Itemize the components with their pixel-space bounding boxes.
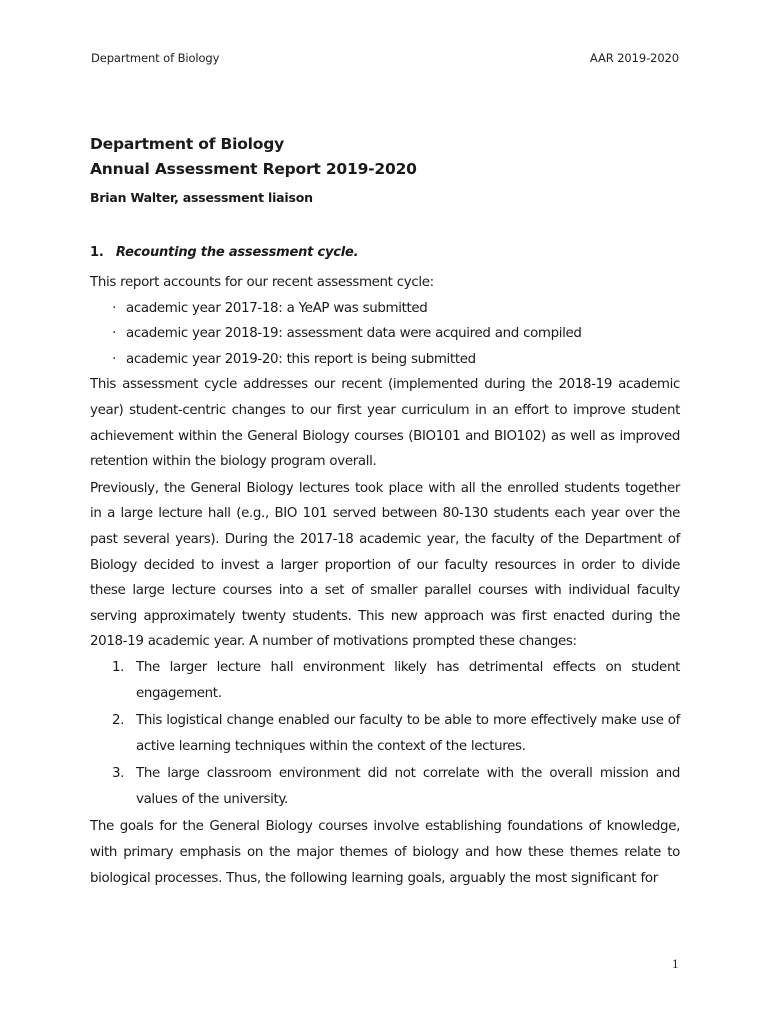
paragraph: Previously, the General Biology lectures took place with all the enrolled students together in a large lecture hall (e.g., BIO 101 served between 80-130 students each year over the past several years). During the 2017-18 academic year, the faculty of the Department of Biology decided to invest a larger proportion of our faculty resources in order to divide these large lecture courses into a set of smaller parallel courses with individual faculty serving approximately twenty students. This new approach was first enacted during the 2018-19 academic year. A number of motivations prompted these changes: (90, 480, 680, 650)
document-body (90, 132, 680, 891)
section-number: 1. (90, 245, 104, 260)
title-report: Annual Assessment Report 2019-2020 (90, 160, 417, 178)
section-title: Recounting the assessment cycle. (115, 245, 359, 260)
list-item: · academic year 2018-19: assessment data were acquired and compiled (112, 321, 680, 347)
list-item-text: This logistical change enabled our faculty to be able to more effectively make use of active learning techniques within the context of the lectures. (136, 713, 680, 754)
paragraph: The goals for the General Biology courses involve establishing foundations of knowledge, with primary emphasis on the major themes of biology and how these themes relate to biological processes. Thus, the following learning goals, arguably the most significant for (90, 819, 680, 886)
page-number: 1 (672, 956, 679, 971)
title-department: Department of Biology (90, 135, 285, 153)
list-item (112, 655, 680, 706)
cycle-list (90, 296, 680, 373)
list-marker: 3. (112, 766, 125, 782)
header-department: Department of Biology (91, 51, 220, 65)
list-marker: 2. (112, 713, 125, 729)
list-item-text: The large classroom environment did not correlate with the overall mission and values of the university. (136, 766, 680, 807)
running-header (91, 51, 679, 65)
list-item: · academic year 2019-20: this report is being submitted (112, 347, 680, 373)
list-item: · academic year 2017-18: a YeAP was submitted (112, 296, 680, 322)
list-marker: 1. (112, 659, 125, 675)
list-item (112, 761, 680, 812)
motivations-list (90, 655, 680, 813)
header-report-code: AAR 2019-2020 (589, 51, 679, 65)
intro-paragraph: This report accounts for our recent assessment cycle: (90, 275, 434, 290)
paragraph: This assessment cycle addresses our recent (implemented during the 2018-19 academic year) student-centric changes to our first year curriculum in an effort to improve student achievement within the General Biology courses (BIO101 and BIO102) as well as improved retention within the biology program overall. (90, 377, 680, 470)
section-heading (90, 245, 680, 260)
author-line: Brian Walter, assessment liaison (90, 190, 313, 205)
list-item (112, 708, 680, 759)
list-item-text: The larger lecture hall environment likely has detrimental effects on student engagement. (136, 659, 680, 701)
